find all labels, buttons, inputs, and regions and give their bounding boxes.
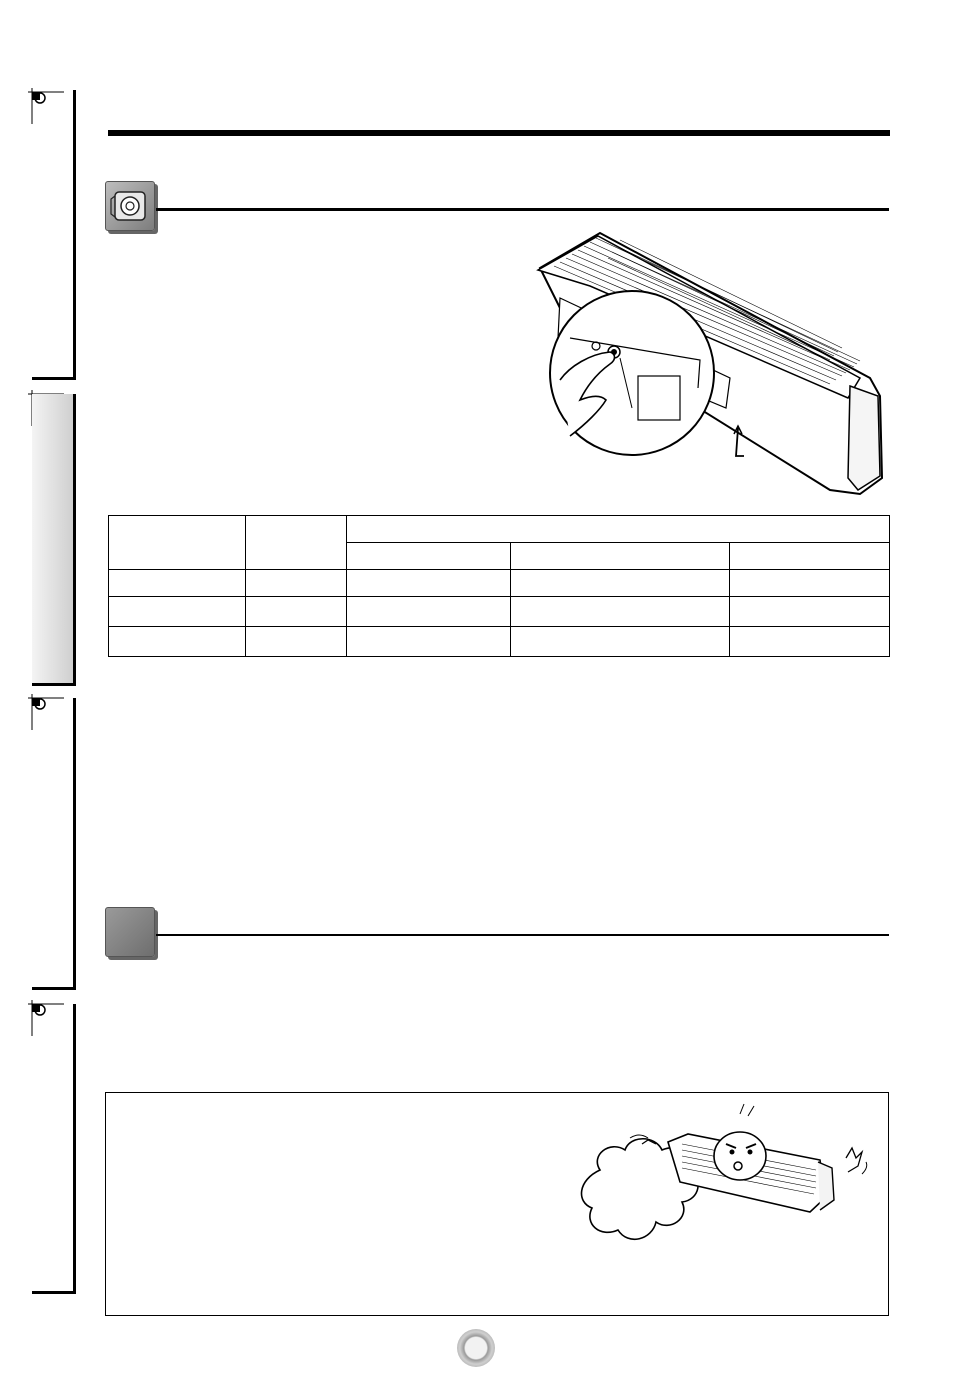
table-subheader-cell bbox=[347, 543, 511, 570]
table-header-cell bbox=[109, 516, 246, 570]
table-cell bbox=[109, 627, 246, 657]
table-cell bbox=[730, 570, 890, 597]
table-cell bbox=[730, 627, 890, 657]
table-cell bbox=[246, 597, 347, 627]
table-row bbox=[109, 627, 890, 657]
table-cell bbox=[511, 597, 730, 627]
table-subheader-cell bbox=[511, 543, 730, 570]
fan-unit-icon bbox=[105, 181, 155, 231]
table-cell bbox=[109, 597, 246, 627]
air-conditioner-reset-button-illustration bbox=[530, 228, 890, 500]
section-rule bbox=[156, 208, 889, 211]
table-row bbox=[109, 570, 890, 597]
blowing-air-conditioner-cartoon bbox=[570, 1100, 875, 1280]
table-cell bbox=[730, 597, 890, 627]
page-number-badge bbox=[457, 1329, 495, 1367]
table-cell bbox=[347, 627, 511, 657]
side-tab-4 bbox=[32, 1004, 76, 1294]
table-cell bbox=[246, 627, 347, 657]
table-row bbox=[109, 597, 890, 627]
section-rule bbox=[156, 934, 889, 936]
table-subheader-cell bbox=[730, 543, 890, 570]
table-cell bbox=[347, 597, 511, 627]
table-header-group bbox=[347, 516, 890, 543]
table-cell bbox=[347, 570, 511, 597]
table-cell bbox=[511, 627, 730, 657]
table-cell bbox=[511, 570, 730, 597]
side-tab-1 bbox=[32, 90, 76, 380]
grey-square-icon bbox=[105, 907, 155, 957]
table-cell bbox=[246, 570, 347, 597]
title-rule bbox=[108, 130, 890, 136]
table-cell bbox=[109, 570, 246, 597]
side-tab-2-active bbox=[32, 394, 76, 686]
side-tab-3 bbox=[32, 698, 76, 990]
table-header-cell bbox=[246, 516, 347, 570]
spec-table bbox=[108, 515, 890, 657]
